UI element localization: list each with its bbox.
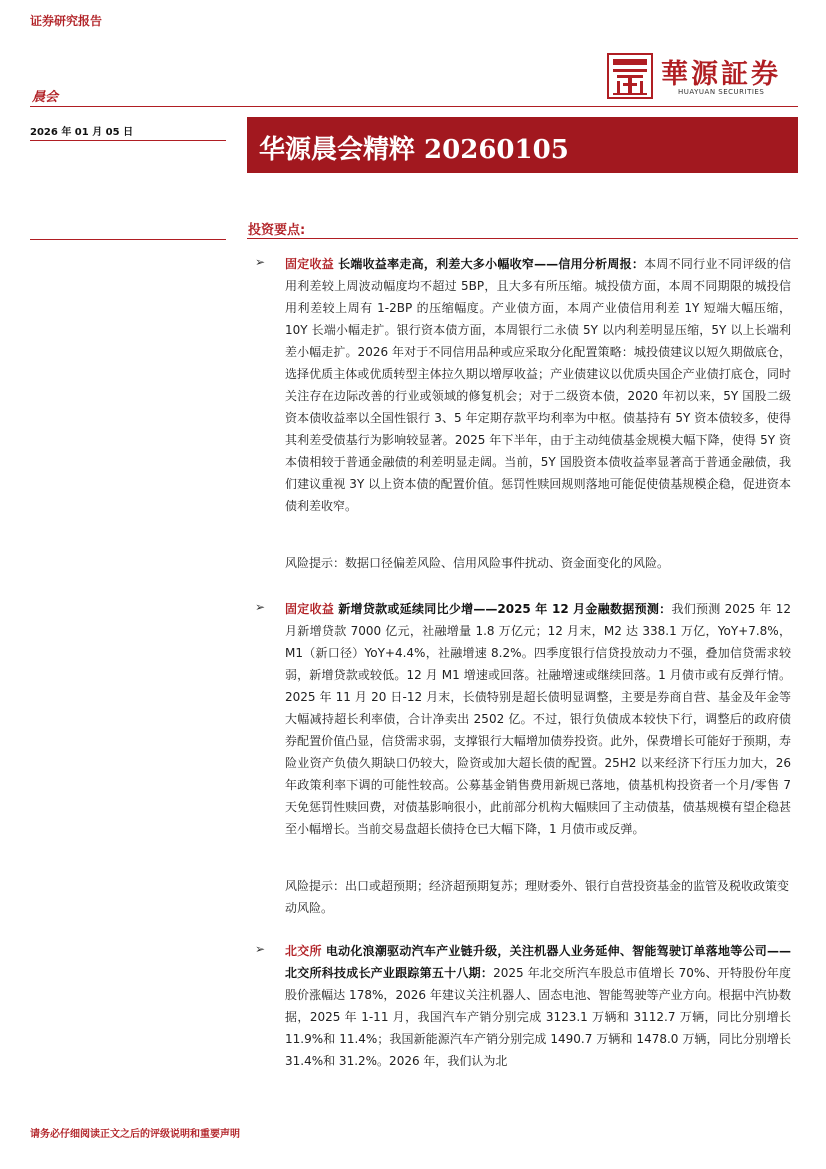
item-body: 我们预测 2025 年 12 月新增贷款 7000 亿元，社融增量 1.8 万亿元；12 月末，M2 达 338.1 万亿，YoY+7.8%，M1（新口径）YoY+4.4%，社融增速 8.2%。四季度银行信贷投放动力不强，叠加信贷需求较弱，新增贷款或较低。12 月 M1 增速或回落。社融增速或继续回落。1 月债市或有反弹行情。2025 年 11 月 20 日-12 月末，长债特别是超长债明显调整，主要是券商自营、基金及年金等大幅减持超长利率债，合计净卖出 2502 亿。不过，银行负债成本较快下行，调整后的政府债券配置价值凸显，信贷需求弱，支撑银行大幅增加债券投资。此外，保费增长可能好于预期，寿险业资产负债久期缺口仍较大，险资或加大超长债的配置。25H2 以来经济下行压力加大，26 年政策利率下调的可能性较高。公募基金销售费用新规已落地，债基机构投资者一个月/零售 7 天免惩罚性赎回费，对债基影响很小，此前部分机构大幅赎回了主动债基，债基规模有望企稳甚至小幅增长。当前交易盘超长债持仓已大幅下降，1 月债市或反弹。 [285,602,791,836]
report-type-label: 证券研究报告 [30,14,103,28]
key-point-item [285,253,791,517]
item-tag: 北交所 [285,944,322,958]
arrow-bullet-icon: ➢ [255,255,266,269]
section-label: 晨会 [32,90,59,105]
arrow-bullet-icon: ➢ [255,600,266,614]
item-headline: 电动化浪潮驱动汽车产业链升级，关注机器人业务延伸、智能驾驶订单落地等公司——北交所科技成长产业跟踪第五十八期： [285,944,791,980]
item-tag: 固定收益 [285,257,335,271]
item-body: 2025 年北交所汽车股总市值增长 70%、开特股份年度股价涨幅达 178%，2026 年建议关注机器人、固态电池、智能驾驶等产业方向。根据中汽协数据，2025 年 1-11 月，我国汽车产销分别完成 3123.1 万辆和 3112.7 万辆，同比分别增长 11.9%和 11.4%；我国新能源汽车产销分别完成 1490.7 万辆和 1478.0 万辆，同比分别增长 31.4%和 31.2%。2026 年，我们认为北 [285,966,791,1068]
key-point-item [285,598,791,840]
header-divider [30,106,798,107]
item-tag: 固定收益 [285,602,335,616]
key-point-item [285,940,791,1072]
item-headline: 新增贷款或延续同比少增——2025 年 12 月金融数据预测： [338,602,672,616]
key-points-heading: 投资要点: [248,223,306,238]
title-banner [247,117,798,173]
risk-note: 风险提示：出口或超预期；经济超预期复苏；理财委外、银行自营投资基金的监管及税收政策变动风险。 [285,879,790,915]
logo-chinese-name: 華源証券 [661,59,781,90]
date-divider [30,140,226,141]
key-points-divider [247,238,798,239]
item-body: 本周不同行业不同评级的信用利差较上周波动幅度均不超过 5BP，且大多有所压缩。城投债方面，本周不同期限的城投信用利差较上周有 1-2BP 的压缩幅度。产业债方面，本周产业债信用利差 1Y 短端大幅压缩，10Y 长端小幅走扩。银行资本债方面，本周银行二永债 5Y 以内利差明显压缩，5Y 以上长端利差小幅走扩。2026 年对于不同信用品种或应采取分化配置策略：城投债建议以短久期做底仓，选择优质主体或优质转型主体拉久期以增厚收益；产业债建议以优质央国企产业债打底仓，同时关注存在边际改善的行业或领域的修复机会；对于二级资本债，2020 年初以来，5Y 国股二级资本债收益率以全国性银行 3、5 年定期存款平均利率为中枢。债基持有 5Y 资本债较多，使得其利差受债基行为影响较显著。2025 年下半年，由于主动纯债基金规模大幅下降，使得 5Y 资本债相较于普通金融债的利差明显走阔。当前，5Y 国股资本债收益率显著高于普通金融债，我们建议重视 3Y 以上资本债的配置价值。惩罚性赎回规则落地可能促使债基规模企稳，促进资本债利差收窄。 [285,257,791,513]
page-title: 华源晨会精粹 20260105 [259,135,569,165]
logo-english-name: HUAYUAN SECURITIES [678,88,765,96]
arrow-bullet-icon: ➢ [255,942,266,956]
left-column-divider [30,239,226,240]
risk-note: 风险提示：数据口径偏差风险、信用风险事件扰动、资金面变化的风险。 [285,556,670,570]
item-headline: 长端收益率走高，利差大多小幅收窄——信用分析周报： [338,257,645,271]
huayuan-seal-mark-icon [607,53,653,99]
report-date: 2026 年 01 月 05 日 [30,127,134,138]
disclaimer-footer: 请务必仔细阅读正文之后的评级说明和重要声明 [30,1129,240,1140]
